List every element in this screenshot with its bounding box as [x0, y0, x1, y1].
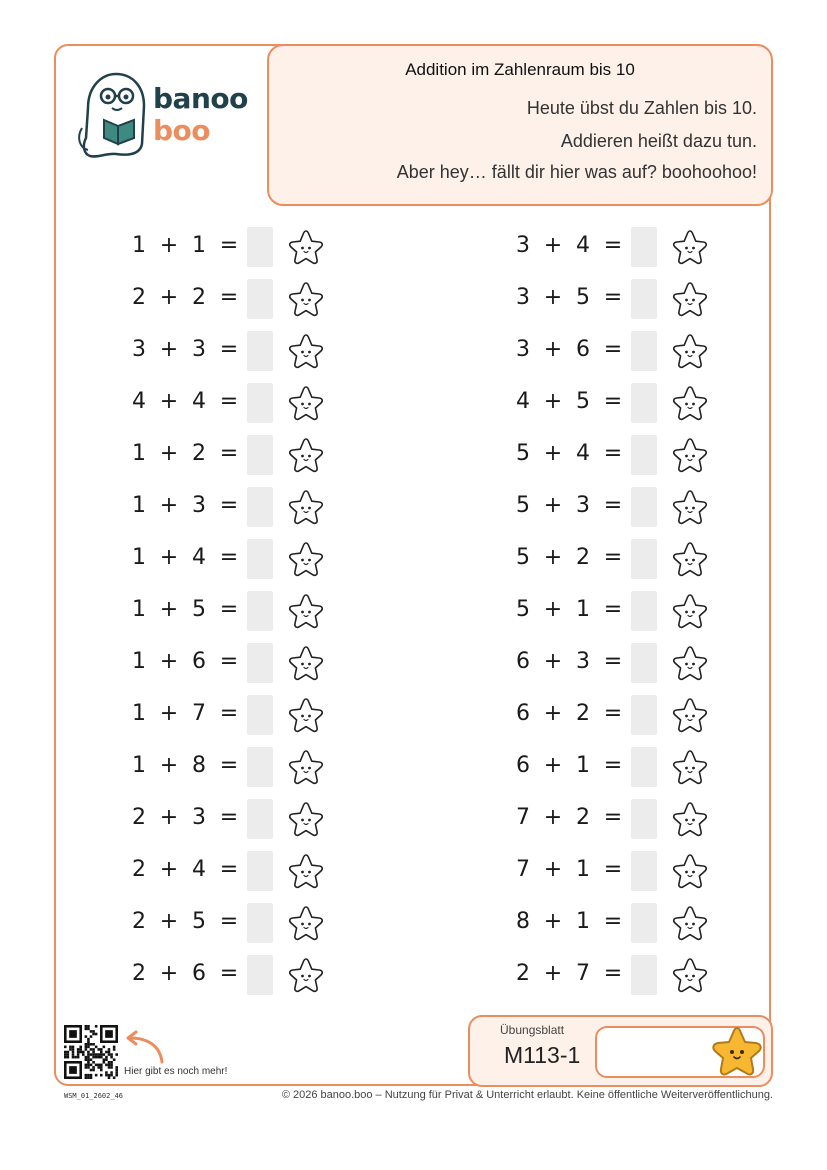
star-icon[interactable] [670, 384, 710, 424]
exercise-row [504, 480, 734, 532]
star-icon[interactable] [670, 332, 710, 372]
equals-sign: = [603, 597, 623, 622]
equals-sign: = [219, 753, 239, 778]
plus-sign: + [543, 233, 563, 258]
addend-a: 3 [132, 337, 146, 362]
addend-b: 1 [576, 597, 590, 622]
equals-sign: = [603, 753, 623, 778]
qr-code-icon[interactable] [64, 1025, 118, 1079]
star-icon[interactable] [286, 904, 326, 944]
star-icon[interactable] [286, 488, 326, 528]
plus-sign: + [543, 597, 563, 622]
equals-sign: = [603, 233, 623, 258]
star-icon[interactable] [286, 644, 326, 684]
addend-a: 6 [516, 701, 530, 726]
answer-box[interactable] [631, 643, 657, 683]
answer-box[interactable] [247, 695, 273, 735]
answer-box[interactable] [631, 799, 657, 839]
answer-box[interactable] [247, 851, 273, 891]
star-icon[interactable] [670, 228, 710, 268]
equals-sign: = [219, 545, 239, 570]
addend-a: 2 [132, 805, 146, 830]
answer-box[interactable] [631, 695, 657, 735]
addend-b: 3 [576, 649, 590, 674]
addend-b: 4 [192, 857, 206, 882]
addend-a: 5 [516, 545, 530, 570]
addend-a: 6 [516, 649, 530, 674]
answer-box[interactable] [631, 279, 657, 319]
addend-a: 1 [132, 441, 146, 466]
answer-box[interactable] [247, 331, 273, 371]
exercise-row [120, 428, 350, 480]
sheet-label: Übungsblatt [500, 1023, 565, 1037]
plus-sign: + [159, 961, 179, 986]
answer-box[interactable] [631, 903, 657, 943]
addend-b: 3 [576, 493, 590, 518]
addend-b: 1 [192, 233, 206, 258]
plus-sign: + [543, 649, 563, 674]
equals-sign: = [219, 493, 239, 518]
equals-sign: = [603, 337, 623, 362]
answer-box[interactable] [247, 903, 273, 943]
addend-a: 2 [132, 857, 146, 882]
brand-name-line2: boo [153, 114, 211, 147]
addend-a: 4 [516, 389, 530, 414]
exercise-row [504, 844, 734, 896]
curved-arrow-icon [122, 1030, 168, 1066]
exercise-row [504, 376, 734, 428]
plus-sign: + [159, 753, 179, 778]
plus-sign: + [159, 909, 179, 934]
equals-sign: = [219, 285, 239, 310]
addend-b: 3 [192, 493, 206, 518]
plus-sign: + [159, 389, 179, 414]
exercise-row [504, 948, 734, 1000]
star-icon[interactable] [670, 800, 710, 840]
addend-b: 1 [576, 909, 590, 934]
addend-b: 1 [576, 753, 590, 778]
exercise-row [504, 740, 734, 792]
plus-sign: + [543, 909, 563, 934]
equals-sign: = [219, 805, 239, 830]
exercise-row [120, 688, 350, 740]
answer-box[interactable] [631, 539, 657, 579]
equals-sign: = [603, 701, 623, 726]
plus-sign: + [159, 649, 179, 674]
addend-a: 1 [132, 233, 146, 258]
plus-sign: + [159, 493, 179, 518]
exercise-row [120, 532, 350, 584]
plus-sign: + [543, 701, 563, 726]
addend-b: 7 [576, 961, 590, 986]
addend-b: 2 [192, 285, 206, 310]
plus-sign: + [159, 285, 179, 310]
exercise-row [504, 272, 734, 324]
exercise-row [120, 844, 350, 896]
addend-a: 1 [132, 701, 146, 726]
answer-box[interactable] [631, 591, 657, 631]
star-icon[interactable] [670, 644, 710, 684]
answer-box[interactable] [247, 487, 273, 527]
equals-sign: = [603, 441, 623, 466]
brand-name-line1: banoo [153, 82, 248, 115]
equals-sign: = [219, 649, 239, 674]
star-icon[interactable] [286, 228, 326, 268]
answer-box[interactable] [247, 383, 273, 423]
sheet-code: M113-1 [504, 1042, 581, 1068]
plus-sign: + [543, 441, 563, 466]
equals-sign: = [219, 441, 239, 466]
addend-b: 5 [576, 285, 590, 310]
star-icon[interactable] [670, 280, 710, 320]
intro-line: Aber hey… fällt dir hier was auf? boohoohoo! [396, 162, 757, 182]
addend-b: 8 [192, 753, 206, 778]
intro-line: Heute übst du Zahlen bis 10. [526, 98, 757, 118]
star-icon[interactable] [670, 748, 710, 788]
star-icon[interactable] [670, 956, 710, 996]
header-panel [267, 44, 773, 206]
star-icon[interactable] [286, 592, 326, 632]
plus-sign: + [543, 389, 563, 414]
plus-sign: + [543, 337, 563, 362]
exercise-row [504, 324, 734, 376]
qr-caption: Hier gibt es noch mehr! [124, 1066, 228, 1077]
addend-b: 5 [576, 389, 590, 414]
addend-b: 1 [576, 857, 590, 882]
addend-b: 2 [576, 701, 590, 726]
gold-star-icon [710, 1025, 764, 1077]
plus-sign: + [543, 805, 563, 830]
exercise-row [120, 376, 350, 428]
equals-sign: = [603, 649, 623, 674]
exercise-row [120, 792, 350, 844]
equals-sign: = [219, 597, 239, 622]
exercise-row [504, 792, 734, 844]
addend-b: 7 [192, 701, 206, 726]
star-icon[interactable] [286, 332, 326, 372]
star-icon[interactable] [286, 852, 326, 892]
addend-a: 2 [132, 961, 146, 986]
answer-box[interactable] [247, 799, 273, 839]
addend-a: 3 [516, 285, 530, 310]
answer-box[interactable] [631, 435, 657, 475]
star-icon[interactable] [286, 956, 326, 996]
exercise-row [120, 324, 350, 376]
addend-a: 2 [516, 961, 530, 986]
plus-sign: + [159, 233, 179, 258]
addend-a: 5 [516, 493, 530, 518]
equals-sign: = [603, 857, 623, 882]
copyright-notice: © 2026 banoo.boo – Nutzung für Privat & Unterricht erlaubt. Keine öffentliche Weiterveröffentlichung. [281, 1089, 773, 1101]
plus-sign: + [543, 857, 563, 882]
answer-box[interactable] [631, 383, 657, 423]
plus-sign: + [543, 545, 563, 570]
addend-a: 6 [516, 753, 530, 778]
star-icon[interactable] [670, 488, 710, 528]
star-icon[interactable] [670, 696, 710, 736]
addend-a: 3 [516, 337, 530, 362]
star-icon[interactable] [286, 696, 326, 736]
equals-sign: = [603, 805, 623, 830]
equals-sign: = [219, 909, 239, 934]
ghost-mascot-icon [76, 68, 152, 164]
star-icon[interactable] [286, 540, 326, 580]
answer-box[interactable] [247, 591, 273, 631]
exercise-row [504, 532, 734, 584]
star-icon[interactable] [286, 436, 326, 476]
equals-sign: = [219, 337, 239, 362]
document-id: WSM_01_2602_46 [64, 1092, 124, 1100]
equals-sign: = [219, 233, 239, 258]
plus-sign: + [159, 701, 179, 726]
addend-a: 1 [132, 545, 146, 570]
answer-box[interactable] [247, 539, 273, 579]
brand-logo [76, 68, 266, 168]
addend-a: 2 [132, 909, 146, 934]
addend-b: 2 [576, 805, 590, 830]
addend-a: 1 [132, 493, 146, 518]
equals-sign: = [603, 285, 623, 310]
sheet-info-panel [468, 1015, 773, 1087]
answer-box[interactable] [631, 227, 657, 267]
plus-sign: + [159, 545, 179, 570]
answer-box[interactable] [247, 747, 273, 787]
equals-sign: = [219, 389, 239, 414]
exercise-row [504, 636, 734, 688]
plus-sign: + [543, 493, 563, 518]
plus-sign: + [543, 753, 563, 778]
exercise-row [504, 428, 734, 480]
equals-sign: = [219, 701, 239, 726]
star-icon[interactable] [286, 280, 326, 320]
addend-b: 6 [192, 961, 206, 986]
exercise-row [504, 584, 734, 636]
exercise-row [120, 480, 350, 532]
star-icon[interactable] [670, 852, 710, 892]
equals-sign: = [603, 545, 623, 570]
addend-b: 5 [192, 909, 206, 934]
star-icon[interactable] [670, 592, 710, 632]
answer-box[interactable] [631, 487, 657, 527]
worksheet-title: Addition im Zahlenraum bis 10 [405, 60, 635, 79]
star-icon[interactable] [670, 436, 710, 476]
exercise-row [504, 688, 734, 740]
plus-sign: + [543, 285, 563, 310]
addend-b: 5 [192, 597, 206, 622]
addend-a: 4 [132, 389, 146, 414]
answer-box[interactable] [631, 331, 657, 371]
star-icon[interactable] [670, 904, 710, 944]
addend-a: 5 [516, 597, 530, 622]
equals-sign: = [603, 909, 623, 934]
answer-box[interactable] [631, 955, 657, 995]
plus-sign: + [543, 961, 563, 986]
plus-sign: + [159, 597, 179, 622]
equals-sign: = [603, 493, 623, 518]
intro-line: Addieren heißt dazu tun. [560, 131, 757, 151]
exercise-row [504, 220, 734, 272]
star-icon[interactable] [286, 384, 326, 424]
addend-b: 3 [192, 337, 206, 362]
addend-b: 3 [192, 805, 206, 830]
plus-sign: + [159, 805, 179, 830]
addend-a: 2 [132, 285, 146, 310]
equals-sign: = [219, 857, 239, 882]
answer-box[interactable] [247, 955, 273, 995]
addend-a: 7 [516, 805, 530, 830]
addend-a: 1 [132, 649, 146, 674]
exercise-column-left [120, 220, 350, 1000]
plus-sign: + [159, 857, 179, 882]
addend-b: 2 [192, 441, 206, 466]
equals-sign: = [603, 961, 623, 986]
exercise-row [120, 636, 350, 688]
answer-box[interactable] [247, 435, 273, 475]
addend-b: 4 [576, 441, 590, 466]
exercise-column-right [504, 220, 734, 1000]
star-icon[interactable] [670, 540, 710, 580]
exercise-row [504, 896, 734, 948]
addend-b: 6 [192, 649, 206, 674]
answer-box[interactable] [247, 279, 273, 319]
equals-sign: = [603, 389, 623, 414]
exercise-row [120, 584, 350, 636]
addend-b: 4 [192, 389, 206, 414]
equals-sign: = [219, 961, 239, 986]
answer-box[interactable] [247, 227, 273, 267]
addend-b: 4 [192, 545, 206, 570]
exercise-row [120, 220, 350, 272]
star-icon[interactable] [286, 748, 326, 788]
exercise-row [120, 740, 350, 792]
addend-b: 2 [576, 545, 590, 570]
answer-box[interactable] [247, 643, 273, 683]
answer-box[interactable] [631, 747, 657, 787]
plus-sign: + [159, 441, 179, 466]
addend-a: 1 [132, 597, 146, 622]
addend-a: 1 [132, 753, 146, 778]
exercise-row [120, 896, 350, 948]
exercise-row [120, 272, 350, 324]
addend-a: 3 [516, 233, 530, 258]
addend-a: 8 [516, 909, 530, 934]
answer-box[interactable] [631, 851, 657, 891]
plus-sign: + [159, 337, 179, 362]
star-icon[interactable] [286, 800, 326, 840]
addend-b: 4 [576, 233, 590, 258]
addend-a: 5 [516, 441, 530, 466]
addend-a: 7 [516, 857, 530, 882]
exercise-row [120, 948, 350, 1000]
addend-b: 6 [576, 337, 590, 362]
